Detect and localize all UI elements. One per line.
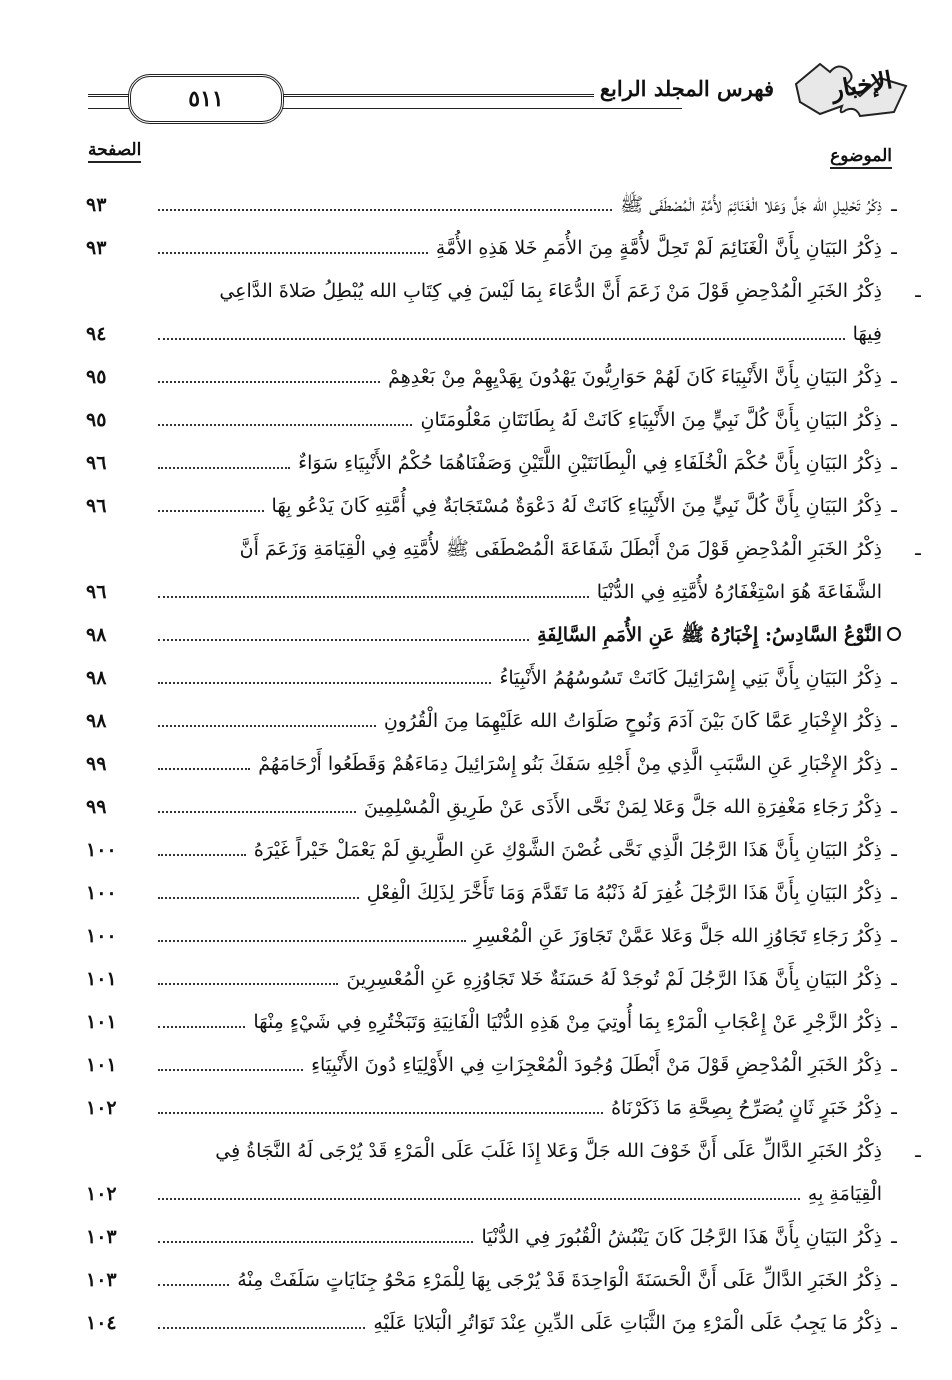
page-ref: ١٠٢ (86, 1097, 117, 1119)
bullet-dash: ـ (891, 1054, 897, 1076)
bullet-dash: ـ (915, 280, 921, 302)
page-ref: ١٠٣ (86, 1226, 117, 1248)
bullet-dash: ـ (891, 839, 897, 861)
entry-text: ذِكْرُ الخَبَرِ الْمُدْحِضِ قَوْلَ مَنْ أَبْطَلَ وُجُودَ الْمُعْجِزَاتِ فِي الأَوْلِيَاءِ دُونَ الأَنْبِيَاءِ (311, 1054, 882, 1076)
entry-text: ذِكْرُ البَيَانِ بِأَنَّ هَذَا الرَّجُلَ الَّذِي نَحَّى غُصْنَ الشَّوْكِ عَنِ الطَّرِيقِ لَمْ يَعْمَلْ خَيْراً غَيْرَهُ (253, 839, 882, 861)
dot-leader (158, 338, 845, 340)
entry-text: ذِكْرُ مَا يَجِبُ عَلَى الْمَرْءِ مِنَ الثَّبَاتِ عَلَى الدِّينِ عِنْدَ تَوَاتُرِ الْبَلايَا عَلَيْهِ (373, 1312, 882, 1334)
index-entry (86, 485, 906, 528)
page-ref: ٩٩ (86, 753, 107, 775)
page-ref: ١٠٠ (86, 839, 117, 861)
dot-leader (158, 510, 264, 512)
entry-text-line (86, 1130, 921, 1173)
dot-leader (158, 983, 338, 985)
bullet-dash: ـ (891, 1312, 897, 1334)
bullet-dash: ـ (891, 1097, 897, 1119)
index-entry (86, 356, 906, 399)
index-entry (86, 270, 921, 356)
entry-text-line (86, 528, 921, 571)
page-ref: ١٠٤ (86, 1312, 117, 1334)
dot-leader (158, 209, 612, 211)
index-entry (86, 227, 906, 270)
page-ref: ١٠٢ (86, 1183, 117, 1205)
page-ref: ٩٥ (86, 366, 107, 388)
bullet-dash: ـ (891, 968, 897, 990)
index-entry (86, 700, 906, 743)
index-entry (86, 915, 906, 958)
bullet-dash: ـ (891, 495, 897, 517)
dot-leader (158, 811, 356, 813)
entry-text: ذِكْرُ الخَبَرِ الدَّالِّ عَلَى أَنَّ الْحَسَنَةَ الْوَاحِدَةَ قَدْ يُرْجَى بِهَا لِلْمَرْءِ مَحْوُ جِنَايَاتٍ سَلَفَتْ مِنْهُ (237, 1269, 882, 1291)
entry-text: الْقِيَامَةِ بِهِ (807, 1183, 882, 1205)
index-entry (86, 184, 906, 227)
entry-text: ذِكْرُ رَجَاءِ مَغْفِرَةِ الله جَلَّ وَعَلا لِمَنْ نَحَّى الأَذَى عَنْ طَرِيقِ الْمُسْلِمِينَ (363, 796, 882, 818)
entry-text: ذِكْرُ البَيَانِ بِأَنَّ هَذَا الرَّجُلَ غُفِرَ لَهُ ذَنْبُهُ مَا تَقَدَّمَ وَمَا تَأَخَّرَ لِذَلِكَ الْفِعْلِ (366, 882, 882, 904)
page-ref: ١٠١ (86, 968, 117, 990)
entry-text: ذِكْرُ البَيَانِ بِأَنَّ هَذَا الرَّجُلَ لَمْ تُوجَدْ لَهُ حَسَنَةٌ خَلا تَجَاوُزِهِ عَنِ الْمُعْسِرِينَ (346, 968, 882, 990)
dot-leader (158, 424, 412, 426)
index-entry (86, 399, 906, 442)
bullet-dash: ـ (891, 667, 897, 689)
dot-leader (158, 725, 376, 727)
topic-column-caption: الموضوع (830, 146, 892, 169)
page-ref: ١٠١ (86, 1011, 117, 1033)
index-entry (86, 1130, 921, 1216)
bullet-dash: ـ (891, 452, 897, 474)
dot-leader (158, 854, 246, 856)
dot-leader (158, 940, 466, 942)
entry-text: ذِكْرُ الخَبَرِ الدَّالِّ عَلَى أَنَّ خَوْفَ الله جَلَّ وَعَلا إِذَا غَلَبَ عَلَى الْمَرْءِ قَدْ يُرْجَى لَهُ النَّجَاةُ فِي (215, 1140, 882, 1162)
entry-text: ذِكْرُ البَيَانِ بِأَنَّ بَنِي إِسْرَائِيلَ كَانَتْ تَسُوسُهُمُ الأَنْبِيَاءُ (499, 667, 882, 689)
index-entry (86, 1259, 906, 1302)
index-list (86, 184, 921, 1345)
page-ref: ٩٩ (86, 796, 107, 818)
index-entry (86, 872, 906, 915)
index-entry (86, 743, 906, 786)
header-title: فهرس المجلد الرابع (594, 76, 780, 101)
page-ref: ٩٦ (86, 452, 107, 474)
page-ref: ٩٣ (86, 194, 107, 216)
bullet-dash: ـ (891, 1226, 897, 1248)
entry-text: ذِكْرُ خَبَرٍ ثَانٍ يُصَرِّحُ بِصِحَّةِ مَا ذَكَرْنَاهُ (611, 1097, 882, 1119)
bullet-dash: ـ (891, 409, 897, 431)
index-entry (86, 958, 906, 1001)
index-entry (86, 786, 906, 829)
dot-leader (158, 1198, 800, 1200)
page-ref: ٩٦ (86, 495, 107, 517)
page-ref: ٩٣ (86, 237, 107, 259)
dot-leader (158, 768, 250, 770)
entry-text: ذِكْرُ البَيَانِ بِأَنَّ الأَنْبِيَاءَ كَانَ لَهُمْ حَوَارِيُّونَ يَهْدُونَ بِهَدْيِهِمْ مِنْ بَعْدِهِمْ (388, 366, 882, 388)
logo-text: الإخبار (828, 64, 895, 105)
page-ref: ١٠٠ (86, 882, 117, 904)
dot-leader (158, 897, 359, 899)
index-entry (86, 657, 906, 700)
dot-leader (158, 639, 529, 641)
entry-text: ذِكْرُ البَيَانِ بِأَنَّ الْغَنَائِمَ لَمْ تَحِلَّ لأُمَّةٍ مِنَ الأُمَمِ خَلا هَذِهِ الأُمَّةِ (435, 237, 882, 259)
bullet-dash: ـ (915, 538, 921, 560)
entry-text: فِيهَا (852, 323, 882, 345)
dot-leader (158, 1241, 473, 1243)
page-ref: ٩٨ (86, 710, 107, 732)
page-ref: ٩٦ (86, 581, 107, 603)
entry-text: ذِكْرُ البَيَانِ بِأَنَّ كُلَّ نَبِيٍّ مِنَ الأَنْبِيَاءِ كَانَتْ لَهُ دَعْوَةٌ مُسْتَجَابَةٌ فِي أُمَّتِهِ كَانَ يَدْعُو بِهَا (271, 495, 882, 517)
entry-text: ذِكْرُ الخَبَرِ الْمُدْحِضِ قَوْلَ مَنْ أَبْطَلَ شَفَاعَةَ الْمُصْطَفَى ﷺ لأُمَّتِهِ فِي الْقِيَامَةِ وَزَعَمَ أَنَّ (239, 538, 882, 560)
dot-leader (158, 682, 491, 684)
page-number: ٥١١ (128, 74, 284, 124)
entry-text: ذِكْرُ الزَّجْرِ عَنْ إِعْجَابِ الْمَرْءِ بِمَا أُوتِيَ مِنْ هَذِهِ الدُّنْيَا الْفَانِيَةِ وَتَبَخْتُرِهِ فِي شَيْءٍ مِنْهَا (253, 1011, 882, 1033)
page-header (88, 64, 912, 132)
page-ref: ٩٥ (86, 409, 107, 431)
page-ref: ٩٤ (86, 323, 107, 345)
page-ref: ١٠٣ (86, 1269, 117, 1291)
page-ref: ٩٨ (86, 667, 107, 689)
dot-leader (158, 1284, 229, 1286)
dot-leader (158, 1069, 303, 1071)
entry-text: ذِكْرُ رَجَاءِ تَجَاوُزِ الله جَلَّ وَعَلا عَمَّنْ تَجَاوَزَ عَنِ الْمُعْسِرِ (473, 925, 882, 947)
bullet-dash: ـ (891, 366, 897, 388)
entry-text: ذِكْرُ البَيَانِ بِأَنَّ كُلَّ نَبِيٍّ مِنَ الأَنْبِيَاءِ كَانَتْ لَهُ بِطَانَتَانِ مَعْلُومَتَانِ (420, 409, 882, 431)
bullet-dash: ـ (915, 1140, 921, 1162)
index-entry (86, 1216, 906, 1259)
entry-text-line (86, 270, 921, 313)
page-ref: ١٠١ (86, 1054, 117, 1076)
entry-text: ذِكْرُ الإِخْبَارِ عَنِ السَّبَبِ الَّذِي مِنْ أَجْلِهِ سَفَكَ بَنُو إِسْرَائِيلَ دِمَاءَهُمْ وَقَطَعُوا أَرْحَامَهُمْ (258, 753, 882, 775)
dot-leader (158, 252, 428, 254)
page-column-caption: الصفحة (88, 140, 141, 163)
bullet-dash: ـ (891, 194, 897, 216)
section-heading-row (86, 614, 906, 657)
index-entry (86, 528, 921, 614)
index-entry (86, 1302, 906, 1345)
page-ref: ٩٨ (86, 624, 107, 646)
page-ref: ١٠٠ (86, 925, 117, 947)
entry-text: ذِكْرُ الخَبَرِ الْمُدْحِضِ قَوْلَ مَنْ زَعَمَ أَنَّ الدُّعَاءَ بِمَا لَيْسَ فِي كِتَابِ الله يُبْطِلُ صَلاةَ الدَّاعِي (219, 280, 882, 302)
dot-leader (158, 1112, 603, 1114)
entry-text: ذِكْرُ الإِخْبَارِ عَمَّا كَانَ بَيْنَ آدَمَ وَنُوحٍ صَلَوَاتُ الله عَلَيْهِمَا مِنَ الْقُرُونِ (383, 710, 882, 732)
bullet-dash: ـ (891, 753, 897, 775)
entry-text: ذِكْرُ البَيَانِ بِأَنَّ هَذَا الرَّجُلَ كَانَ يَنْبُشُ الْقُبُورَ فِي الدُّنْيَا (481, 1226, 882, 1248)
entry-text: النَّوْعُ السَّادِسُ: إِخْبَارُهُ ﷺ عَنِ الأُمَمِ السَّالِفَةِ (537, 624, 882, 646)
index-entry (86, 1087, 906, 1130)
entry-text: ذِكْرُ تَحْلِيلِ الله جَلَّ وَعَلا الْغَنَائِمَ لأُمَّةِ الْمُصْطَفَى ﷺ (620, 194, 882, 216)
index-entry (86, 829, 906, 872)
dot-leader (158, 596, 589, 598)
bullet-dash: ـ (891, 925, 897, 947)
bullet-dash: ـ (891, 1011, 897, 1033)
bullet-dash: ـ (891, 710, 897, 732)
bullet-dash: ـ (891, 796, 897, 818)
entry-text: ذِكْرُ البَيَانِ بِأَنَّ حُكْمَ الْخُلَفَاءِ فِي الْبِطَانَتَيْنِ اللَّتَيْنِ وَصَفْنَاهُمَا حُكْمُ الأَنْبِيَاءِ سَوَاءٌ (298, 452, 882, 474)
bullet-dash: ـ (891, 1269, 897, 1291)
circle-bullet-icon (882, 614, 906, 657)
index-entry (86, 1001, 906, 1044)
dot-leader (158, 1026, 245, 1028)
dot-leader (158, 1327, 365, 1329)
dot-leader (158, 467, 290, 469)
index-entry (86, 442, 906, 485)
bullet-dash: ـ (891, 237, 897, 259)
bullet-dash: ـ (891, 882, 897, 904)
dot-leader (158, 381, 380, 383)
entry-text: الشَّفَاعَةَ هُوَ اسْتِغْفَارُهُ لأُمَّتِهِ فِي الدُّنْيَا (596, 581, 882, 603)
index-entry (86, 1044, 906, 1087)
